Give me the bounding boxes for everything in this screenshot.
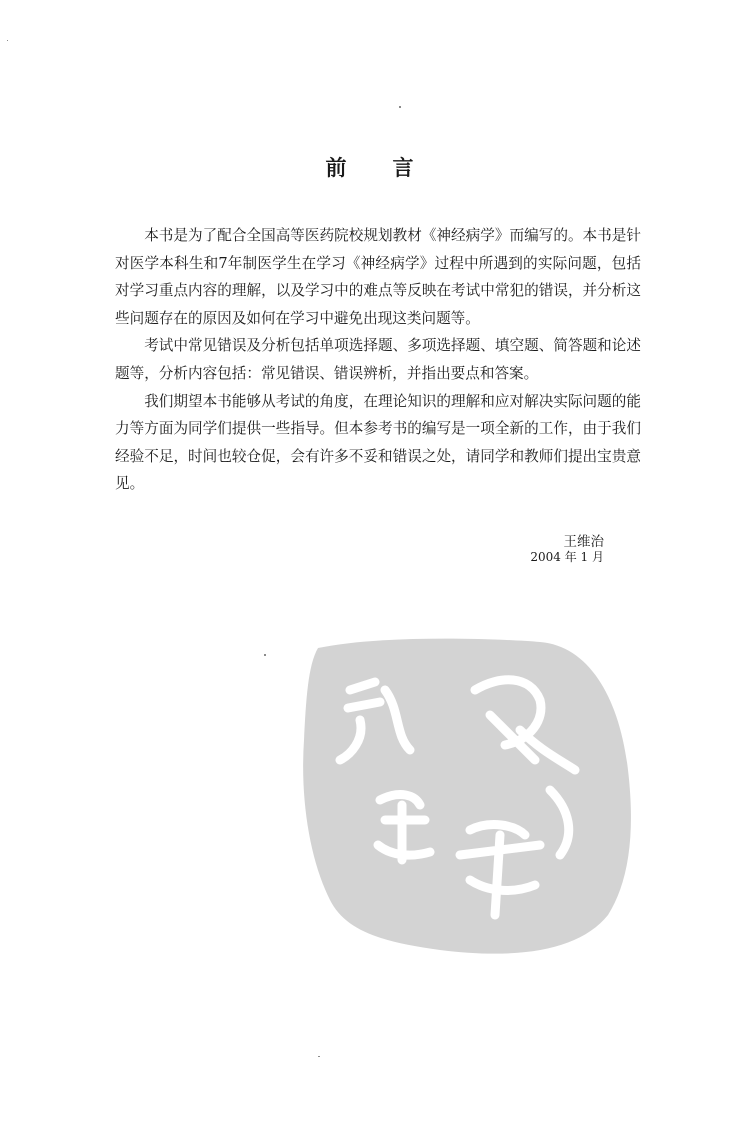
seal-stamp-graphic bbox=[290, 630, 670, 980]
preface-body bbox=[115, 222, 641, 498]
date-line: 2004 年 1 月 bbox=[530, 550, 604, 564]
author-signature: 王维治 bbox=[563, 534, 604, 550]
paragraph-1: 本书是为了配合全国高等医药院校规划教材《神经病学》而编写的。本书是针对医学本科生和7年制医学生在学习《神经病学》过程中所遇到的实际问题，包括对学习重点内容的理解，以及学习中的难点等反映在考试中常犯的错误，并分析这些问题存在的原因及如何在学习中避免出现这类问题等。 bbox=[115, 227, 641, 327]
scan-speck bbox=[264, 654, 266, 656]
scan-speck bbox=[7, 40, 8, 41]
title-char-1: 前 bbox=[325, 155, 347, 180]
scan-speck bbox=[318, 1056, 320, 1057]
scan-speck bbox=[399, 106, 401, 108]
paragraph-2: 考试中常见错误及分析包括单项选择题、多项选择题、填空题、简答题和论述题等，分析内容包括：常见错误、错误辨析，并指出要点和答案。 bbox=[115, 337, 641, 382]
seal-watermark bbox=[290, 630, 670, 980]
preface-title bbox=[0, 152, 739, 182]
paragraph-3: 我们期望本书能够从考试的角度，在理论知识的理解和应对解决实际问题的能力等方面为同学们提供一些指导。但本参考书的编写是一项全新的工作，由于我们经验不足，时间也较仓促，会有许多不妥和错误之处，请同学和教师们提出宝贵意见。 bbox=[115, 392, 641, 493]
title-char-2: 言 bbox=[392, 155, 414, 180]
